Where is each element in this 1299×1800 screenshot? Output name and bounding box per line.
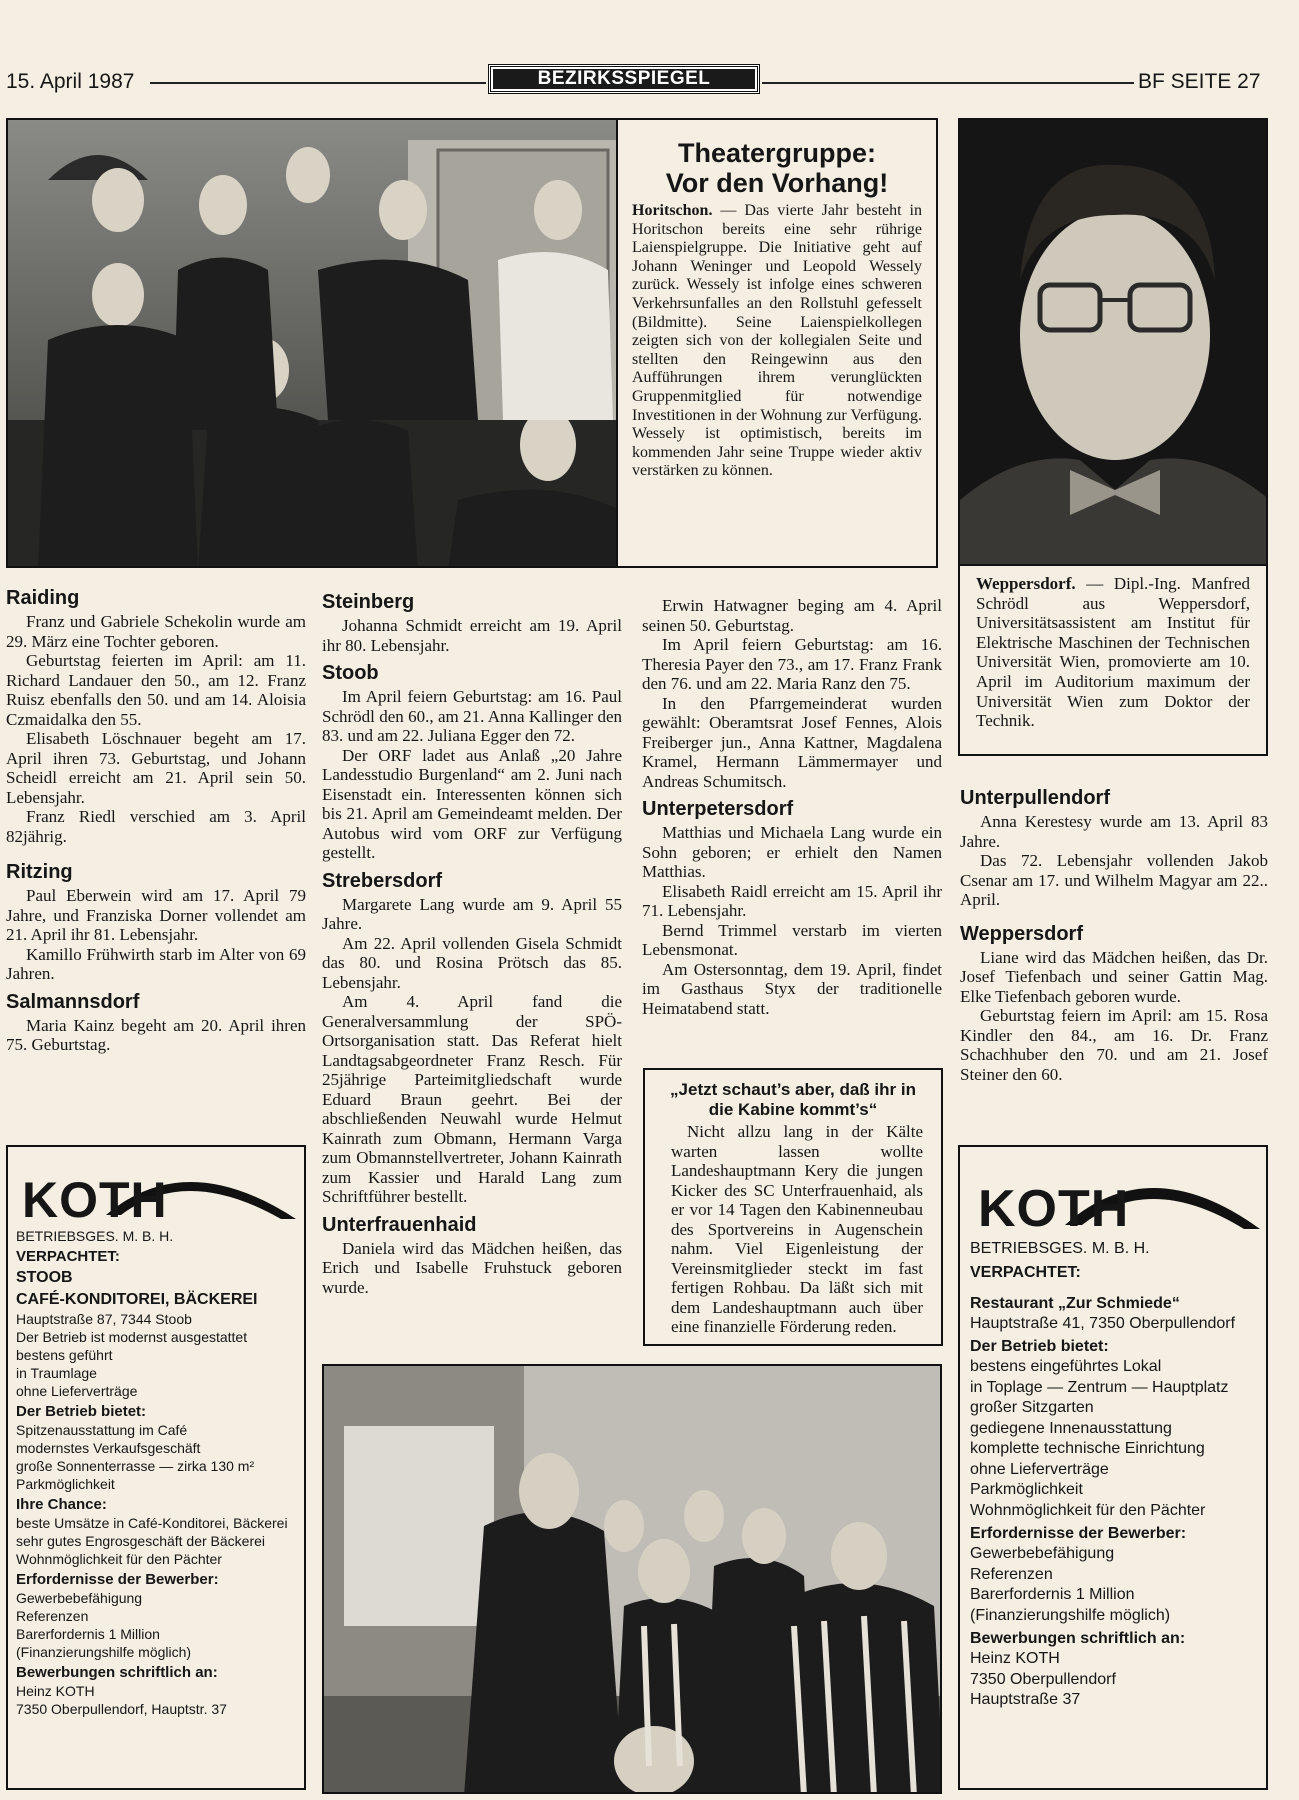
ad-line: Der Betrieb bietet: (16, 1403, 147, 1420)
theater-article (618, 118, 938, 568)
ad-line: (Finanzierungshilfe möglich) (16, 1644, 192, 1660)
ad-line: BETRIEBSGES. M. B. H. (16, 1228, 174, 1244)
paragraph: Im April feiern Geburtstag: am 16. Theresia Payer den 73., am 17. Franz Frank den 76. und am 22. Maria Ranz den 75. (642, 635, 942, 693)
ad-line: 7350 Oberpullendorf, Hauptstr. 37 (16, 1701, 227, 1717)
paragraph: Elisabeth Raidl erreicht am 15. April ihr 71. Lebensjahr. (642, 881, 942, 920)
heading-unterfrauenhaid: Unterfrauenhaid (322, 1213, 477, 1236)
ad-line: in Traumlage (16, 1365, 97, 1381)
paragraph: Der ORF ladet aus Anlaß „20 Jahre Landesstudio Burgenland“ am 2. Juni nach Eisenstadt ein. Interessenten können sich bis 21. April am Gemeindeamt melden. Der Autobus wird vom ORF zur Verfügung gestellt. (322, 745, 622, 862)
ad-lines (970, 1239, 1266, 1711)
column-4 (960, 786, 1268, 1084)
ad-line: bestens geführt (16, 1347, 113, 1363)
heading-unterpetersdorf: Unterpetersdorf (642, 798, 794, 820)
paragraph: Matthias und Michaela Lang wurde ein Sohn geboren; er erhielt den Namen Matthias. (642, 823, 942, 881)
ad-line: modernstes Verkaufsgeschäft (16, 1440, 201, 1456)
ad-line: Ihre Chance: (16, 1496, 107, 1513)
heading-strebersdorf: Strebersdorf (322, 869, 443, 892)
header-rule-left (150, 82, 486, 84)
paragraph: Margarete Lang wurde am 9. April 55 Jahre. (322, 894, 622, 933)
ad-line: beste Umsätze in Café-Konditorei, Bäckerei (16, 1515, 288, 1531)
header-rule-right (762, 82, 1134, 84)
ad-line: Hauptstraße 37 (970, 1691, 1081, 1708)
paragraph: Franz Riedl verschied am 3. April 82jährig. (6, 807, 306, 846)
page-number: BF SEITE 27 (1138, 70, 1261, 93)
ad-line: Barerfordernis 1 Million (970, 1586, 1135, 1603)
ad-line: Heinz KOTH (16, 1683, 95, 1699)
ad-spacer (970, 1283, 1266, 1291)
heading-raiding: Raiding (6, 587, 80, 609)
koth-ad-stoob (6, 1145, 306, 1790)
ad-line: 7350 Oberpullendorf (970, 1670, 1116, 1688)
ad-line: STOOB (16, 1269, 73, 1286)
paragraph: Erwin Hatwagner beging am 4. April seinen 50. Geburtstag. (642, 596, 942, 635)
ad-line: Referenzen (970, 1565, 1053, 1583)
paragraph: Das 72. Lebensjahr vollenden Jakob Csenar am 17. und Wilhelm Magyar am 22.. April. (960, 851, 1268, 909)
ad-lines (16, 1227, 304, 1718)
ad-line: Restaurant „Zur Schmiede“ (970, 1294, 1180, 1312)
ad-line: bestens eingeführtes Lokal (970, 1358, 1162, 1375)
theater-group-photo (6, 118, 618, 568)
ad-line: gediegene Innenausstattung (970, 1419, 1172, 1437)
koth-logo-text: KOTH (22, 1172, 168, 1228)
paragraph: Am Ostersonntag, dem 19. April, findet im Gasthaus Styx der traditionelle Heimatabend statt. (642, 959, 942, 1018)
ad-line: ohne Lieferverträge (970, 1460, 1109, 1478)
portrait-caption-text: — Dipl.-Ing. Manfred Schrödl aus Weppersdorf, Universitätsassistent am Institut für Elektrische Maschinen der Technischen Universität Wien, promovierte am 10. April im Auditorium maximum der Universität Wien zum Doktor der Technik. (976, 574, 1250, 731)
issue-date: 15. April 1987 (6, 70, 135, 93)
koth-ad-schmiede (958, 1145, 1268, 1790)
ad-line: Heinz KOTH (970, 1650, 1060, 1667)
heading-ritzing: Ritzing (6, 861, 73, 883)
ad-line: Wohnmöglichkeit für den Pächter (16, 1551, 222, 1567)
koth-logo-text: KOTH (978, 1180, 1130, 1238)
section-kicker (488, 64, 760, 94)
ad-line: große Sonnenterrasse — zirka 130 m² (16, 1458, 255, 1474)
paragraph: Franz und Gabriele Schekolin wurde am 29. März eine Tochter geboren. (6, 612, 306, 651)
paragraph: Anna Kerestesy wurde am 13. April 83 Jahre. (960, 812, 1268, 851)
theater-body (618, 198, 936, 481)
heading-steinberg: Steinberg (322, 591, 415, 613)
ad-line: Der Betrieb ist modernst ausgestattet (16, 1329, 248, 1345)
ad-line: Referenzen (16, 1608, 89, 1624)
heading-unterpullendorf: Unterpullendorf (960, 787, 1110, 809)
ad-line: sehr gutes Engrosgeschäft der Bäckerei (16, 1533, 266, 1549)
ad-line: VERPACHTET: (16, 1248, 120, 1265)
theater-title-1: Theatergruppe: (677, 138, 877, 168)
portrait-caption-box (958, 566, 1268, 756)
koth-logo (970, 1161, 1266, 1239)
ad-line: Barerfordernis 1 Million (16, 1626, 160, 1642)
paragraph: Bernd Trimmel verstarb im vierten Lebensmonat. (642, 920, 942, 959)
paragraph: Kamillo Frühwirth starb im Alter von 69 Jahren. (6, 944, 306, 983)
kabine-title: „Jetzt schaut’s aber, daß ihr in die Kabine kommt’s“ (670, 1080, 916, 1119)
ad-line: Erfordernisse der Bewerber: (16, 1571, 219, 1588)
paragraph: Geburtstag feiern im April: am 15. Rosa Kindler den 84., am 16. Dr. Franz Schachhuber den 70. und am 21. Josef Steiner den 60. (960, 1006, 1268, 1084)
theater-text: — Das vierte Jahr besteht in Horitschon bereits eine sehr rührige Laienspielgruppe. Die Initiative geht auf Johann Weninger und Leopold Wessely zurück. Wessely ist infolge eines schweren Verkehrsunfalles an den Rollstuhl gefesselt (Bildmitte). Seine Laienspielkollegen zeigten sich von der kollegialen Seite und stellten den Reingewinn aus den Aufführungen ihrem verunglückten Gruppenmitglied für notwendige Investitionen in der Wohnung zur Verfügung. Wessely ist optimistisch, bereits im kommenden Jahr seine Truppe wieder aktiv verstärken zu können. (632, 202, 922, 480)
koth-logo (16, 1157, 304, 1227)
ad-line: Hauptstraße 41, 7350 Oberpullendorf (970, 1314, 1236, 1332)
ad-line: Wohnmöglichkeit für den Pächter (970, 1501, 1206, 1519)
ad-line: in Toplage — Zentrum — Hauptplatz (970, 1378, 1229, 1396)
paragraph: Paul Eberwein wird am 17. April 79 Jahre, und Franziska Dorner vollendet am 21. April ihr 81. Lebensjahr. (6, 886, 306, 944)
ad-line: Der Betrieb bietet: (970, 1338, 1109, 1355)
ad-line: Hauptstraße 87, 7344 Stoob (16, 1311, 192, 1327)
paragraph: Liane wird das Mädchen heißen, das Dr. Josef Tiefenbach und seiner Gattin Mag. Elke Tiefenbach geboren wurde. (960, 947, 1268, 1006)
portrait-caption (960, 566, 1266, 731)
theater-place: Horitschon. (632, 202, 713, 219)
theater-title-2: Vor den Vorhang! (665, 168, 889, 198)
ad-line: Erfordernisse der Bewerber: (970, 1525, 1187, 1542)
column-2 (322, 590, 622, 1297)
section-title: BEZIRKSSPIEGEL (493, 69, 755, 89)
kabine-body: Nicht allzu lang in der Kälte warten lassen wollte Landeshauptmann Kery die jungen Kicker des SC Unterfrauenhaid, als er vor 14 Tagen den Kabinenneubau des Sportvereins in Augenschein nahm. Viel Eigenleistung der Vereinsmitglieder steckt im fast fertigen Rohbau. Da läßt sich mit dem Landeshauptmann auch über eine finanzielle Förderung reden. (671, 1122, 923, 1336)
portrait-caption-place: Weppersdorf. (976, 574, 1076, 593)
ad-line: CAFÉ-KONDITOREI, BÄCKEREI (16, 1291, 258, 1308)
paragraph: Am 4. April fand die Generalversammlung der SPÖ-Ortsorganisation statt. Das Referat hielt Landtagsabgeordneter Franz Resch. Für 25jährige Parteimitgliedschaft wurde Eduard Braun geehrt. Bei der abschließenden Neuwahl wurde Helmut Kainrath zum Obmann, Hermann Varga zum Obmannstellvertreter, Johann Kainrath zum Kassier und Harald Lang zum Schriftführer bestellt. (322, 992, 622, 1206)
ad-line: Gewerbebefähigung (16, 1590, 143, 1606)
football-photo (322, 1364, 942, 1794)
ad-line: Parkmöglichkeit (970, 1481, 1083, 1498)
paragraph: Geburtstag feierten im April: am 11. Richard Landauer den 50., am 12. Franz Ruisz ebenfalls den 50. und am 14. Aloisia Czmaidalka den 55. (6, 651, 306, 729)
heading-stoob: Stoob (322, 662, 379, 684)
paragraph: Daniela wird das Mädchen heißen, das Erich und Isabelle Fruhstuck geboren wurde. (322, 1238, 622, 1297)
paragraph: Am 22. April vollenden Gisela Schmidt das 80. und Rosina Prötsch das 85. Lebensjahr. (322, 933, 622, 992)
ad-line: komplette technische Einrichtung (970, 1440, 1205, 1457)
heading-weppersdorf: Weppersdorf (960, 922, 1083, 945)
ad-line: großer Sitzgarten (970, 1399, 1094, 1416)
kabine-article (643, 1068, 943, 1346)
portrait-photo (958, 118, 1268, 566)
heading-salmannsdorf: Salmannsdorf (6, 990, 140, 1013)
ad-line: Parkmöglichkeit (16, 1476, 115, 1492)
ad-line: Spitzenausstattung im Café (16, 1422, 188, 1438)
ad-line: BETRIEBSGES. M. B. H. (970, 1240, 1150, 1257)
paragraph: Elisabeth Löschnauer begeht am 17. April ihren 73. Geburtstag, und Johann Scheidl erreicht am 21. April sein 50. Lebensjahr. (6, 729, 306, 807)
ad-line: VERPACHTET: (970, 1263, 1081, 1281)
paragraph: Maria Kainz begeht am 20. April ihren 75. Geburtstag. (6, 1015, 306, 1054)
paragraph: In den Pfarrgemeinderat wurden gewählt: Oberamtsrat Josef Fennes, Alois Freiberger jun., Anna Kattner, Magdalena Kramel, Hermann Lämmermayer und Andreas Schumitsch. (642, 693, 942, 791)
ad-line: Gewerbebefähigung (970, 1545, 1115, 1562)
ad-line: Bewerbungen schriftlich an: (16, 1664, 218, 1681)
ad-line: ohne Lieferverträge (16, 1383, 138, 1399)
paragraph: Im April feiern Geburtstag: am 16. Paul Schrödl den 60., am 21. Anna Kallinger den 83. und am 22. Juliana Egger den 72. (322, 687, 622, 745)
ad-line: Bewerbungen schriftlich an: (970, 1630, 1186, 1647)
ad-line: (Finanzierungshilfe möglich) (970, 1606, 1171, 1624)
column-1 (6, 586, 306, 1055)
column-3 (642, 596, 942, 1018)
paragraph: Johanna Schmidt erreicht am 19. April ihr 80. Lebensjahr. (322, 616, 622, 655)
